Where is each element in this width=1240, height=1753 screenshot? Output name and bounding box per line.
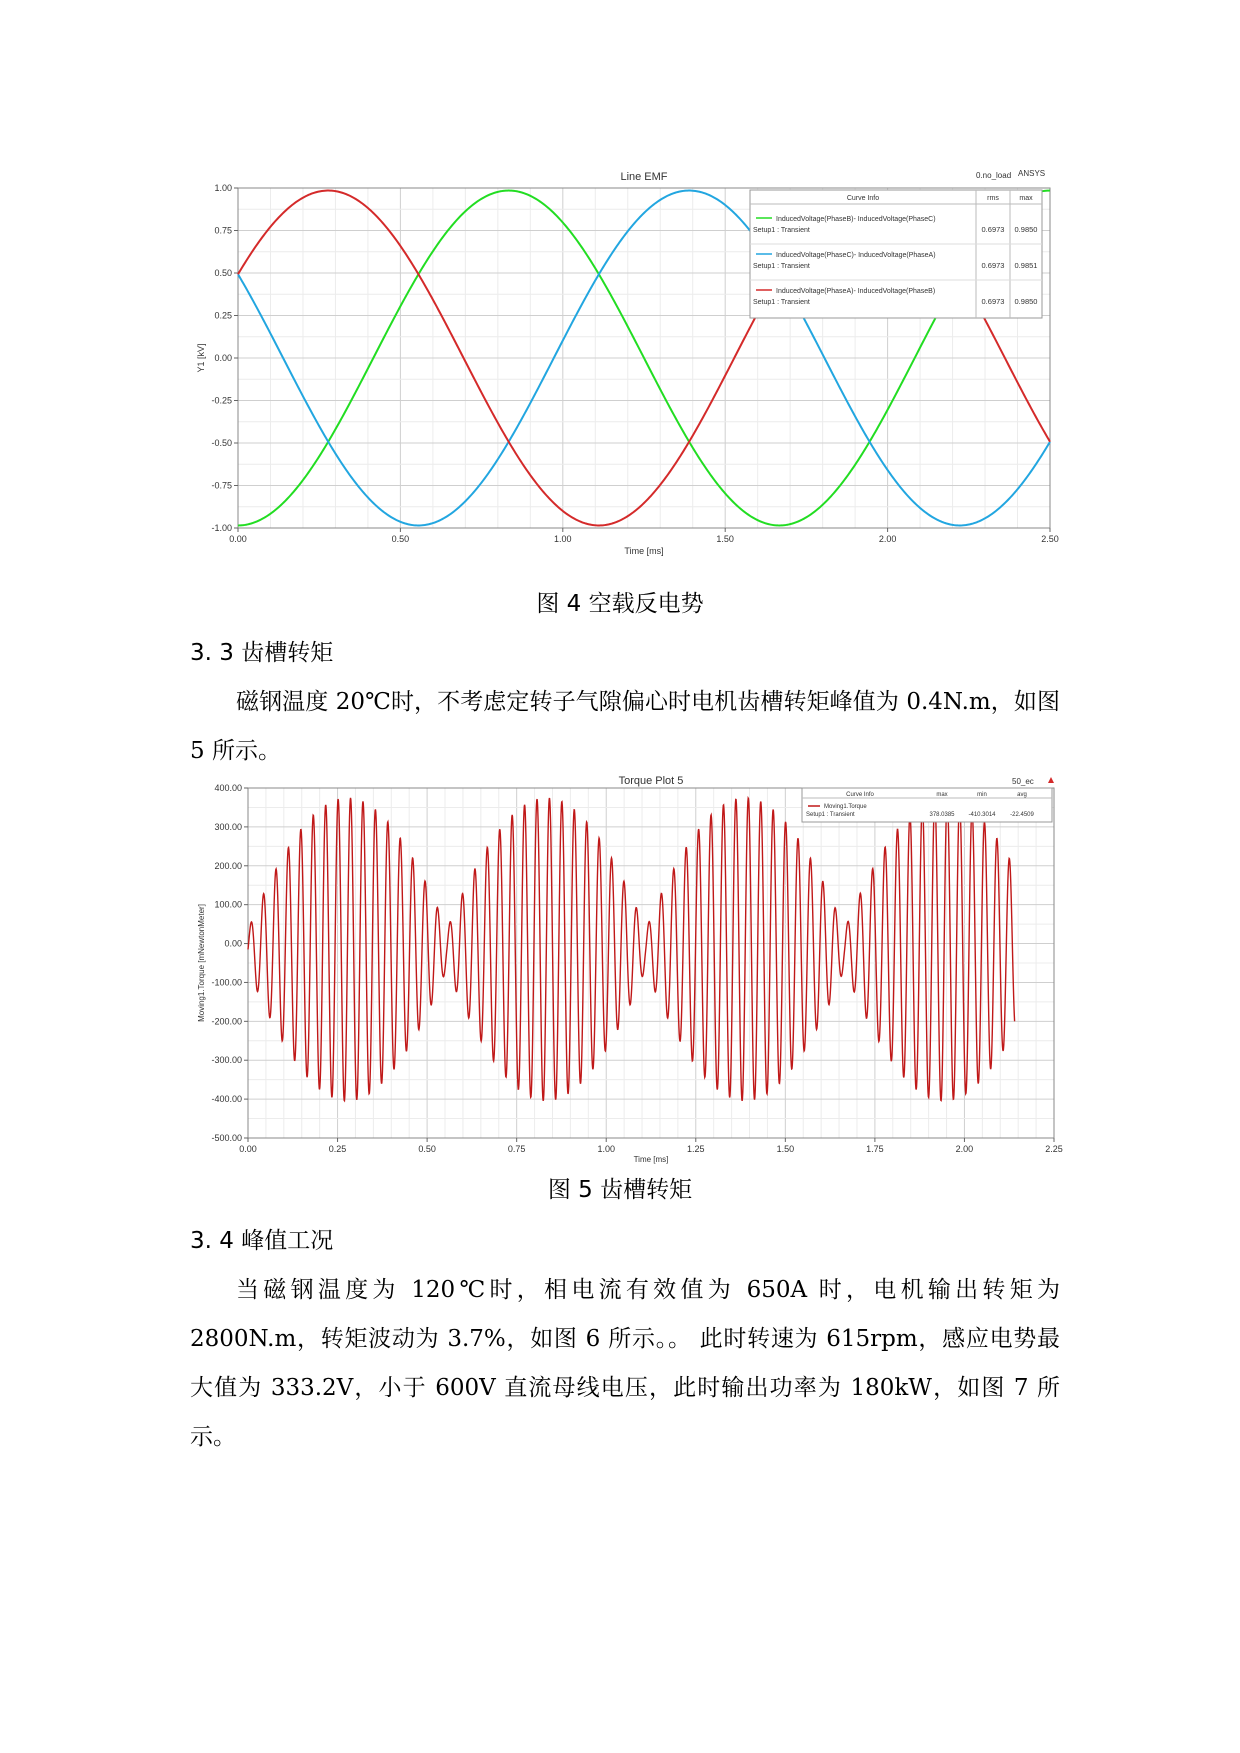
legend-series-setup: Setup1 : Transient <box>753 263 810 270</box>
chart-title: Torque Plot 5 <box>618 775 684 787</box>
legend-series-max: 378.0385 <box>929 812 955 818</box>
legend <box>802 788 1052 822</box>
legend-header-avg: avg <box>1017 792 1027 798</box>
x-tick-label: 1.50 <box>716 534 734 544</box>
legend-series-avg: -22.4509 <box>1010 812 1034 818</box>
warning-icon <box>1048 777 1054 783</box>
y-tick-label: -200.00 <box>211 1016 242 1027</box>
section-3-4-paragraph <box>190 1266 1060 1462</box>
legend-series-max: 0.9851 <box>1014 261 1038 270</box>
x-tick-label: 1.00 <box>554 534 572 544</box>
legend-series-setup: Setup1 : Transient <box>753 227 810 234</box>
figure-5-chart <box>190 770 1063 1170</box>
torque-plot <box>190 770 1063 1170</box>
x-tick-label: 0.50 <box>418 1144 436 1154</box>
y-tick-label: 1.00 <box>214 183 232 193</box>
x-tick-label: 2.25 <box>1045 1144 1063 1154</box>
y-tick-label: 100.00 <box>214 899 242 910</box>
x-tick-label: 0.00 <box>239 1144 257 1154</box>
legend-header-name: Curve Info <box>846 792 874 798</box>
legend-series-setup: Setup1 : Transient <box>753 299 810 306</box>
x-tick-label: 0.75 <box>507 1144 526 1154</box>
y-tick-label: -500.00 <box>211 1133 242 1143</box>
x-tick-label: 1.00 <box>597 1144 615 1154</box>
corner-label: 50_ec <box>1012 777 1034 786</box>
figure-5-caption: 图 5 齿槽转矩 <box>547 1177 693 1203</box>
legend-series-name: InducedVoltage(PhaseA)- InducedVoltage(PhaseB) <box>776 288 936 295</box>
x-tick-label: 2.00 <box>878 534 897 544</box>
section-3-4-heading: 3. 4 峰值工况 <box>190 1228 334 1254</box>
x-tick-label: 1.25 <box>687 1144 705 1154</box>
legend-header-max: max <box>1019 195 1033 202</box>
section-3-3-paragraph <box>190 678 1060 776</box>
y-tick-label: 0.00 <box>214 353 232 363</box>
legend-series-min: -410.3014 <box>968 812 996 818</box>
y-tick-label: -300.00 <box>211 1055 242 1066</box>
legend-series-rms: 0.6973 <box>981 297 1005 306</box>
y-tick-label: -0.75 <box>211 480 232 491</box>
legend-series-name: InducedVoltage(PhaseB)- InducedVoltage(PhaseC) <box>776 216 936 223</box>
line-emf-plot <box>190 160 1060 560</box>
x-tick-label: 2.00 <box>955 1144 974 1154</box>
y-tick-label: 200.00 <box>214 860 242 871</box>
x-axis-label: Time [ms] <box>624 546 664 556</box>
y-tick-label: 0.50 <box>214 268 232 278</box>
x-tick-label: 0.25 <box>328 1144 347 1154</box>
figure-4-chart <box>190 160 1060 560</box>
legend-header-rms: rms <box>987 195 999 202</box>
y-tick-label: -1.00 <box>211 523 232 533</box>
y-tick-label: -0.50 <box>211 438 232 448</box>
y-tick-label: 400.00 <box>214 783 242 793</box>
x-tick-label: 0.00 <box>229 534 247 544</box>
legend-series-name: Moving1.Torque <box>824 804 867 810</box>
x-tick-label: 0.50 <box>391 534 410 544</box>
figure-4-caption: 图 4 空载反电势 <box>536 591 704 617</box>
legend-series-max: 0.9850 <box>1014 225 1038 234</box>
legend-header-name: Curve Info <box>846 195 880 202</box>
legend-series-setup: Setup1 : Transient <box>806 812 855 818</box>
section-3-3-text: 磁钢温度 20℃时，不考虑定转子气隙偏心时电机齿槽转矩峰值为 0.4N.m，如图 5 所示。 <box>190 689 1060 764</box>
section-3-4-text: 当磁钢温度为 120℃时，相电流有效值为 650A 时，电机输出转矩为 2800N.m，转矩波动为 3.7%，如图 6 所示。。 此时转速为 615rpm，感应电势最大值为 333.2V，小于 600V 直流母线电压，此时输出功率为 180kW，如图 7 所示。 <box>190 1277 1060 1450</box>
corner-label-left: 0.no_load <box>976 171 1012 180</box>
legend-series-rms: 0.6973 <box>981 261 1005 270</box>
chart-title: Line EMF <box>620 171 668 183</box>
legend-series-name: InducedVoltage(PhaseC)- InducedVoltage(PhaseA) <box>776 252 936 259</box>
y-axis-label: Y1 [kV] <box>196 343 206 373</box>
y-tick-label: 0.75 <box>214 225 232 236</box>
y-tick-label: -400.00 <box>211 1094 242 1105</box>
legend-header-min: min <box>977 792 987 798</box>
y-tick-label: -100.00 <box>211 977 242 988</box>
legend <box>750 190 1042 318</box>
y-tick-label: 300.00 <box>214 821 242 832</box>
x-axis-label: Time [ms] <box>633 1155 669 1164</box>
x-tick-label: 1.75 <box>866 1144 884 1154</box>
y-tick-label: -0.25 <box>211 395 232 406</box>
legend-series-max: 0.9850 <box>1014 297 1038 306</box>
section-3-3-heading: 3. 3 齿槽转矩 <box>190 640 334 666</box>
series-line-torque <box>248 798 1015 1101</box>
x-tick-label: 1.50 <box>776 1144 795 1154</box>
y-tick-label: 0.25 <box>214 310 232 321</box>
x-tick-label: 2.50 <box>1041 534 1059 544</box>
y-axis-label: Moving1.Torque [mNewtonMeter] <box>197 904 206 1022</box>
legend-header-max: max <box>936 792 948 798</box>
legend-series-rms: 0.6973 <box>981 225 1005 234</box>
corner-label-right: ANSYS <box>1018 169 1046 178</box>
y-tick-label: 0.00 <box>224 938 242 949</box>
